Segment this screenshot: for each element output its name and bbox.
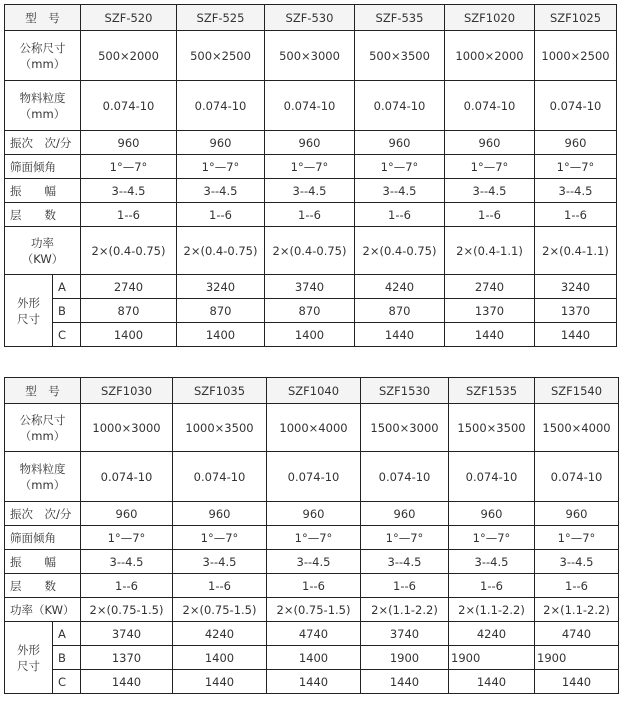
table-row-power bbox=[5, 227, 617, 275]
cell-value: 3--4.5 bbox=[267, 550, 361, 574]
spec-table-2 bbox=[4, 377, 619, 694]
table-row-grain bbox=[5, 452, 619, 502]
row-label-line: 物料粒度 bbox=[19, 461, 66, 476]
cell-value: 1440 bbox=[173, 670, 267, 694]
cell-value: 1--6 bbox=[267, 574, 361, 598]
cell-value: 1--6 bbox=[535, 574, 619, 598]
cell-value: 1400 bbox=[81, 323, 177, 347]
table-row-dim-c bbox=[5, 323, 617, 347]
cell-value: 0.074-10 bbox=[535, 452, 619, 502]
cell-value: 2×(0.4-0.75) bbox=[177, 227, 265, 275]
cell-value: 3740 bbox=[265, 275, 355, 299]
cell-value: 2×(0.75-1.5) bbox=[81, 598, 173, 622]
cell-value: 3--4.5 bbox=[361, 550, 449, 574]
row-label-amplitude: 振 幅 bbox=[5, 550, 81, 574]
cell-value: 1--6 bbox=[535, 203, 617, 227]
cell-value: 960 bbox=[355, 131, 445, 155]
cell-value: 1000×3000 bbox=[81, 404, 173, 452]
cell-value: 870 bbox=[81, 299, 177, 323]
row-label-line: 物料粒度 bbox=[19, 90, 66, 105]
row-label-layers: 层 数 bbox=[5, 574, 81, 598]
cell-value: 2×(0.75-1.5) bbox=[267, 598, 361, 622]
cell-value: 870 bbox=[355, 299, 445, 323]
row-label-size bbox=[5, 404, 81, 452]
cell-value: 1--6 bbox=[445, 203, 535, 227]
cell-value: 1000×2000 bbox=[445, 31, 535, 81]
cell-value: 2×(1.1-2.2) bbox=[535, 598, 619, 622]
cell-value: 0.074-10 bbox=[535, 81, 617, 131]
table-row-grain bbox=[5, 81, 617, 131]
table-row-dim-b bbox=[5, 299, 617, 323]
row-label-line: （mm） bbox=[19, 477, 66, 492]
cell-value: 1--6 bbox=[81, 574, 173, 598]
cell-value: 0.074-10 bbox=[449, 452, 535, 502]
row-label-angle: 筛面倾角 bbox=[5, 155, 81, 179]
model-name: SZF-535 bbox=[355, 5, 445, 31]
cell-value: 1--6 bbox=[355, 203, 445, 227]
cell-value: 4240 bbox=[173, 622, 267, 646]
cell-value: 1°—7° bbox=[81, 155, 177, 179]
cell-value: 1°—7° bbox=[445, 155, 535, 179]
cell-value: 1500×3500 bbox=[449, 404, 535, 452]
cell-value: 4240 bbox=[355, 275, 445, 299]
cell-value: 1440 bbox=[535, 670, 619, 694]
cell-value: 2740 bbox=[445, 275, 535, 299]
cell-value: 2×(0.75-1.5) bbox=[173, 598, 267, 622]
cell-value: 1400 bbox=[177, 323, 265, 347]
header-label: 型 号 bbox=[5, 5, 81, 31]
row-label-line: 公称尺寸 bbox=[19, 40, 66, 55]
dim-key: A bbox=[53, 622, 81, 646]
table-row-dim-a bbox=[5, 275, 617, 299]
row-label-line: 公称尺寸 bbox=[19, 412, 66, 427]
cell-value: 960 bbox=[361, 502, 449, 526]
model-name: SZF1025 bbox=[535, 5, 617, 31]
cell-value: 0.074-10 bbox=[265, 81, 355, 131]
row-label-grain bbox=[5, 452, 81, 502]
cell-value: 1900 bbox=[535, 646, 619, 670]
cell-value: 1000×3500 bbox=[173, 404, 267, 452]
cell-value: 0.074-10 bbox=[173, 452, 267, 502]
cell-value: 1°—7° bbox=[177, 155, 265, 179]
cell-value: 4740 bbox=[535, 622, 619, 646]
cell-value: 1400 bbox=[173, 646, 267, 670]
cell-value: 500×3000 bbox=[265, 31, 355, 81]
cell-value: 3740 bbox=[361, 622, 449, 646]
row-label-line: 功率 bbox=[31, 235, 54, 250]
header-label: 型 号 bbox=[5, 378, 81, 404]
row-label-line: （mm） bbox=[19, 56, 66, 71]
cell-value: 960 bbox=[267, 502, 361, 526]
table-row-layers bbox=[5, 574, 619, 598]
cell-value: 1440 bbox=[267, 670, 361, 694]
cell-value: 870 bbox=[265, 299, 355, 323]
cell-value: 3--4.5 bbox=[81, 179, 177, 203]
cell-value: 3740 bbox=[81, 622, 173, 646]
row-label-vibration: 振次 次/分 bbox=[5, 502, 81, 526]
cell-value: 0.074-10 bbox=[355, 81, 445, 131]
model-name: SZF1020 bbox=[445, 5, 535, 31]
cell-value: 3240 bbox=[535, 275, 617, 299]
cell-value: 500×3500 bbox=[355, 31, 445, 81]
cell-value: 1°—7° bbox=[535, 155, 617, 179]
cell-value: 0.074-10 bbox=[177, 81, 265, 131]
cell-value: 1400 bbox=[267, 646, 361, 670]
cell-value: 0.074-10 bbox=[81, 452, 173, 502]
model-name: SZF1540 bbox=[535, 378, 619, 404]
cell-value: 1°—7° bbox=[173, 526, 267, 550]
cell-value: 1500×4000 bbox=[535, 404, 619, 452]
cell-value: 960 bbox=[449, 502, 535, 526]
cell-value: 3--4.5 bbox=[535, 179, 617, 203]
cell-value: 1370 bbox=[81, 646, 173, 670]
cell-value: 1440 bbox=[449, 670, 535, 694]
cell-value: 960 bbox=[535, 502, 619, 526]
cell-value: 1°—7° bbox=[361, 526, 449, 550]
row-label-line: 尺寸 bbox=[17, 311, 40, 326]
dim-key: C bbox=[53, 670, 81, 694]
table-row-vibration bbox=[5, 131, 617, 155]
cell-value: 0.074-10 bbox=[267, 452, 361, 502]
cell-value: 1°—7° bbox=[81, 526, 173, 550]
cell-value: 3--4.5 bbox=[355, 179, 445, 203]
row-label-layers: 层 数 bbox=[5, 203, 81, 227]
table-row-size bbox=[5, 404, 619, 452]
cell-value: 2×(0.4-0.75) bbox=[355, 227, 445, 275]
row-label-dimensions bbox=[5, 622, 53, 694]
cell-value: 500×2500 bbox=[177, 31, 265, 81]
table-row-header bbox=[5, 5, 617, 31]
row-label-line: （mm） bbox=[19, 106, 66, 121]
cell-value: 1--6 bbox=[449, 574, 535, 598]
cell-value: 960 bbox=[265, 131, 355, 155]
cell-value: 0.074-10 bbox=[445, 81, 535, 131]
model-name: SZF1530 bbox=[361, 378, 449, 404]
model-name: SZF-525 bbox=[177, 5, 265, 31]
cell-value: 1°—7° bbox=[265, 155, 355, 179]
cell-value: 1440 bbox=[445, 323, 535, 347]
dim-key: B bbox=[53, 646, 81, 670]
cell-value: 3--4.5 bbox=[173, 550, 267, 574]
cell-value: 3--4.5 bbox=[445, 179, 535, 203]
cell-value: 1900 bbox=[449, 646, 535, 670]
cell-value: 2740 bbox=[81, 275, 177, 299]
cell-value: 1°—7° bbox=[535, 526, 619, 550]
cell-value: 3240 bbox=[177, 275, 265, 299]
cell-value: 870 bbox=[177, 299, 265, 323]
cell-value: 1°—7° bbox=[267, 526, 361, 550]
row-label-line: （KW） bbox=[21, 251, 64, 266]
cell-value: 4240 bbox=[449, 622, 535, 646]
model-name: SZF-520 bbox=[81, 5, 177, 31]
dim-key: A bbox=[53, 275, 81, 299]
cell-value: 1000×2500 bbox=[535, 31, 617, 81]
cell-value: 2×(1.1-2.2) bbox=[361, 598, 449, 622]
model-name: SZF1040 bbox=[267, 378, 361, 404]
cell-value: 1440 bbox=[535, 323, 617, 347]
table-row-angle bbox=[5, 155, 617, 179]
table-row-size bbox=[5, 31, 617, 81]
cell-value: 3--4.5 bbox=[535, 550, 619, 574]
cell-value: 960 bbox=[81, 502, 173, 526]
table-row-amplitude bbox=[5, 550, 619, 574]
cell-value: 3--4.5 bbox=[177, 179, 265, 203]
cell-value: 960 bbox=[81, 131, 177, 155]
model-name: SZF1535 bbox=[449, 378, 535, 404]
model-name: SZF1030 bbox=[81, 378, 173, 404]
cell-value: 960 bbox=[173, 502, 267, 526]
cell-value: 960 bbox=[535, 131, 617, 155]
model-name: SZF-530 bbox=[265, 5, 355, 31]
row-label-vibration: 振次 次/分 bbox=[5, 131, 81, 155]
cell-value: 2×(0.4-0.75) bbox=[265, 227, 355, 275]
cell-value: 0.074-10 bbox=[81, 81, 177, 131]
cell-value: 1--6 bbox=[265, 203, 355, 227]
dim-key: C bbox=[53, 323, 81, 347]
cell-value: 1440 bbox=[361, 670, 449, 694]
cell-value: 1--6 bbox=[173, 574, 267, 598]
table-row-amplitude bbox=[5, 179, 617, 203]
row-label-line: （mm） bbox=[19, 428, 66, 443]
table-row-power bbox=[5, 598, 619, 622]
cell-value: 1900 bbox=[361, 646, 449, 670]
row-label-amplitude: 振 幅 bbox=[5, 179, 81, 203]
row-label-grain bbox=[5, 81, 81, 131]
row-label-line: 外形 bbox=[17, 642, 40, 657]
table-row-layers bbox=[5, 203, 617, 227]
row-label-line: 外形 bbox=[17, 295, 40, 310]
cell-value: 1370 bbox=[535, 299, 617, 323]
table-row-dim-b bbox=[5, 646, 619, 670]
cell-value: 4740 bbox=[267, 622, 361, 646]
cell-value: 2×(1.1-2.2) bbox=[449, 598, 535, 622]
cell-value: 1400 bbox=[265, 323, 355, 347]
table-row-dim-a bbox=[5, 622, 619, 646]
cell-value: 500×2000 bbox=[81, 31, 177, 81]
row-label-power bbox=[5, 227, 81, 275]
cell-value: 0.074-10 bbox=[361, 452, 449, 502]
cell-value: 1°—7° bbox=[449, 526, 535, 550]
table-row-dim-c bbox=[5, 670, 619, 694]
cell-value: 3--4.5 bbox=[265, 179, 355, 203]
cell-value: 1440 bbox=[81, 670, 173, 694]
cell-value: 2×(0.4-0.75) bbox=[81, 227, 177, 275]
cell-value: 1°—7° bbox=[355, 155, 445, 179]
cell-value: 1000×4000 bbox=[267, 404, 361, 452]
cell-value: 1--6 bbox=[177, 203, 265, 227]
table-row-header bbox=[5, 378, 619, 404]
cell-value: 1--6 bbox=[361, 574, 449, 598]
dim-key: B bbox=[53, 299, 81, 323]
row-label-size bbox=[5, 31, 81, 81]
cell-value: 960 bbox=[445, 131, 535, 155]
cell-value: 1500×3000 bbox=[361, 404, 449, 452]
spec-table-1 bbox=[4, 4, 617, 347]
model-name: SZF1035 bbox=[173, 378, 267, 404]
cell-value: 1440 bbox=[355, 323, 445, 347]
row-label-power: 功率（KW） bbox=[5, 598, 81, 622]
cell-value: 960 bbox=[177, 131, 265, 155]
table-row-vibration bbox=[5, 502, 619, 526]
cell-value: 3--4.5 bbox=[81, 550, 173, 574]
row-label-dimensions bbox=[5, 275, 53, 347]
cell-value: 3--4.5 bbox=[449, 550, 535, 574]
table-row-angle bbox=[5, 526, 619, 550]
cell-value: 1--6 bbox=[81, 203, 177, 227]
row-label-line: 尺寸 bbox=[17, 658, 40, 673]
cell-value: 2×(0.4-1.1) bbox=[535, 227, 617, 275]
cell-value: 2×(0.4-1.1) bbox=[445, 227, 535, 275]
row-label-angle: 筛面倾角 bbox=[5, 526, 81, 550]
cell-value: 1370 bbox=[445, 299, 535, 323]
